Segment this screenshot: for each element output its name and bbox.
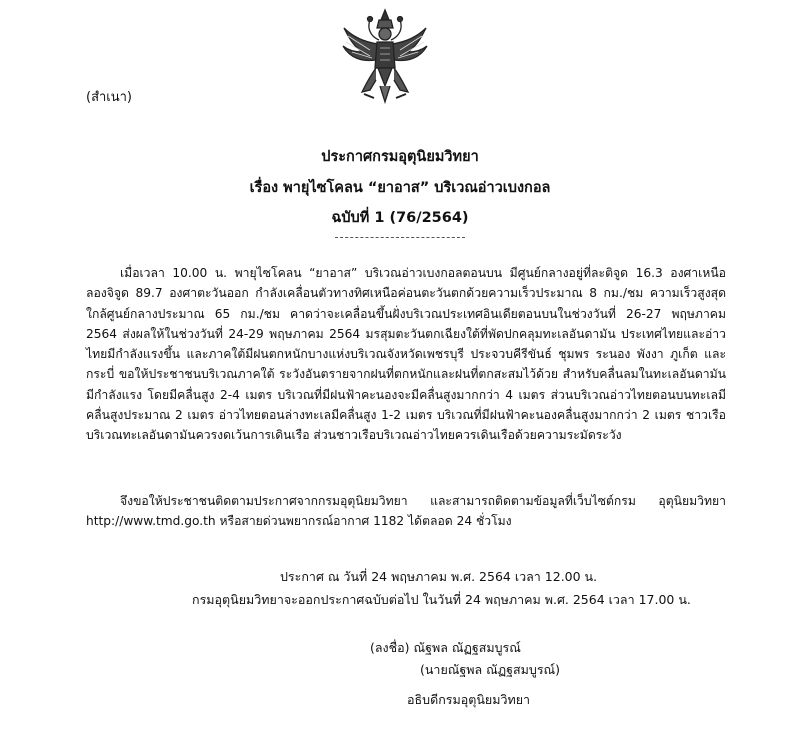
signer-title: อธิบดีกรมอุตุนิยมวิทยา [407,692,531,707]
body-paragraph-2 [86,491,726,532]
announcement-number: ฉบับที่ 1 (76/2564) [331,210,469,226]
paragraph-text: เมื่อเวลา 10.00 น. พายุไซโคลน “ยาอาส” บริเวณอ่าวเบงกอลตอนบน มีศูนย์กลางอยู่ที่ละติจูด 16.3 องศาเหนือ ลองจิจูด 89.7 องศาตะวันออก กำลังเคลื่อนตัวทางทิศเหนือค่อนตะวันตกด้วยความเร็วประมาณ 8 กม./ชม ความเร็วสูงสุดใกล้ศูนย์กลางประมาณ 65 กม./ชม คาดว่าจะเคลื่อนขึ้นฝั่งบริเวณประเทศอินเดียตอนบนในช่วงวันที่ 26-27 พฤษภาคม 2564 ส่งผลให้ในช่วงวันที่ 24-29 พฤษภาคม 2564 มรสุมตะวันตกเฉียงใต้ที่พัดปกคลุมทะเลอันดามัน ประเทศไทยและอ่าวไทยมีกำลังแรงขึ้น และภาคใต้มีฝนตกหนักบางแห่งบริเวณจังหวัดเพชรบุรี ประจวบคีรีขันธ์ ชุมพร ระนอง พังงา ภูเก็ต และกระบี่ ขอให้ประชาชนบริเวณภาคใต้ ระวังอันตรายจากฝนที่ตกหนักและฝนที่ตกสะสมไว้ด้วย สำหรับคลื่นลมในทะเลอันดามันมีกำลังแรง โดยมีคลื่นสูง 2-4 เมตร บริเวณที่มีฝนฟ้าคะนองจะมีคลื่นสูงมากกว่า 4 เมตร ส่วนบริเวณอ่าวไทยตอนบนทะเลมีคลื่นสูงประมาณ 2 เมตร อ่าวไทยตอนล่างทะเลมีคลื่นสูง 1-2 เมตร บริเวณที่มีฝนฟ้าคะนองคลื่นสูงมากกว่า 2 เมตร ชาวเรือบริเวณทะเลอันดามันควรงดเว้นการเดินเรือ ส่วนชาวเรือบริเวณอ่าวไทยควรเดินเรือด้วยความระมัดระวัง [86,266,726,443]
announcement-subject: เรื่อง พายุไซโคลน “ยาอาส” บริเวณอ่าวเบงกอล [249,180,551,196]
signer-name: (นายณัฐพล ณัฏฐสมบูรณ์) [420,662,561,677]
announcement-title: ประกาศกรมอุตุนิยมวิทยา [321,149,479,165]
garuda-emblem-icon [340,6,430,106]
title-separator [335,237,465,238]
paragraph-text: จึงขอให้ประชาชนติดตามประกาศจากกรมอุตุนิยมวิทยา และสามารถติดตามข้อมูลที่เว็บไซต์กรม อุตุนิยมวิทยา http://www.tmd.go.th หรือสายด่วนพยากรณ์อากาศ 1182 ได้ตลอด 24 ชั่วโมง [86,494,726,529]
next-issue-notice: กรมอุตุนิยมวิทยาจะออกประกาศฉบับต่อไป ในวันที่ 24 พฤษภาคม พ.ศ. 2564 เวลา 17.00 น. [192,592,691,607]
body-paragraph-1 [86,263,726,446]
copy-label: (สำเนา) [86,90,133,105]
issued-date: ประกาศ ณ วันที่ 24 พฤษภาคม พ.ศ. 2564 เวลา 12.00 น. [280,569,598,584]
signature-line: (ลงชื่อ) ณัฐพล ณัฏฐสมบูรณ์ [370,640,521,655]
